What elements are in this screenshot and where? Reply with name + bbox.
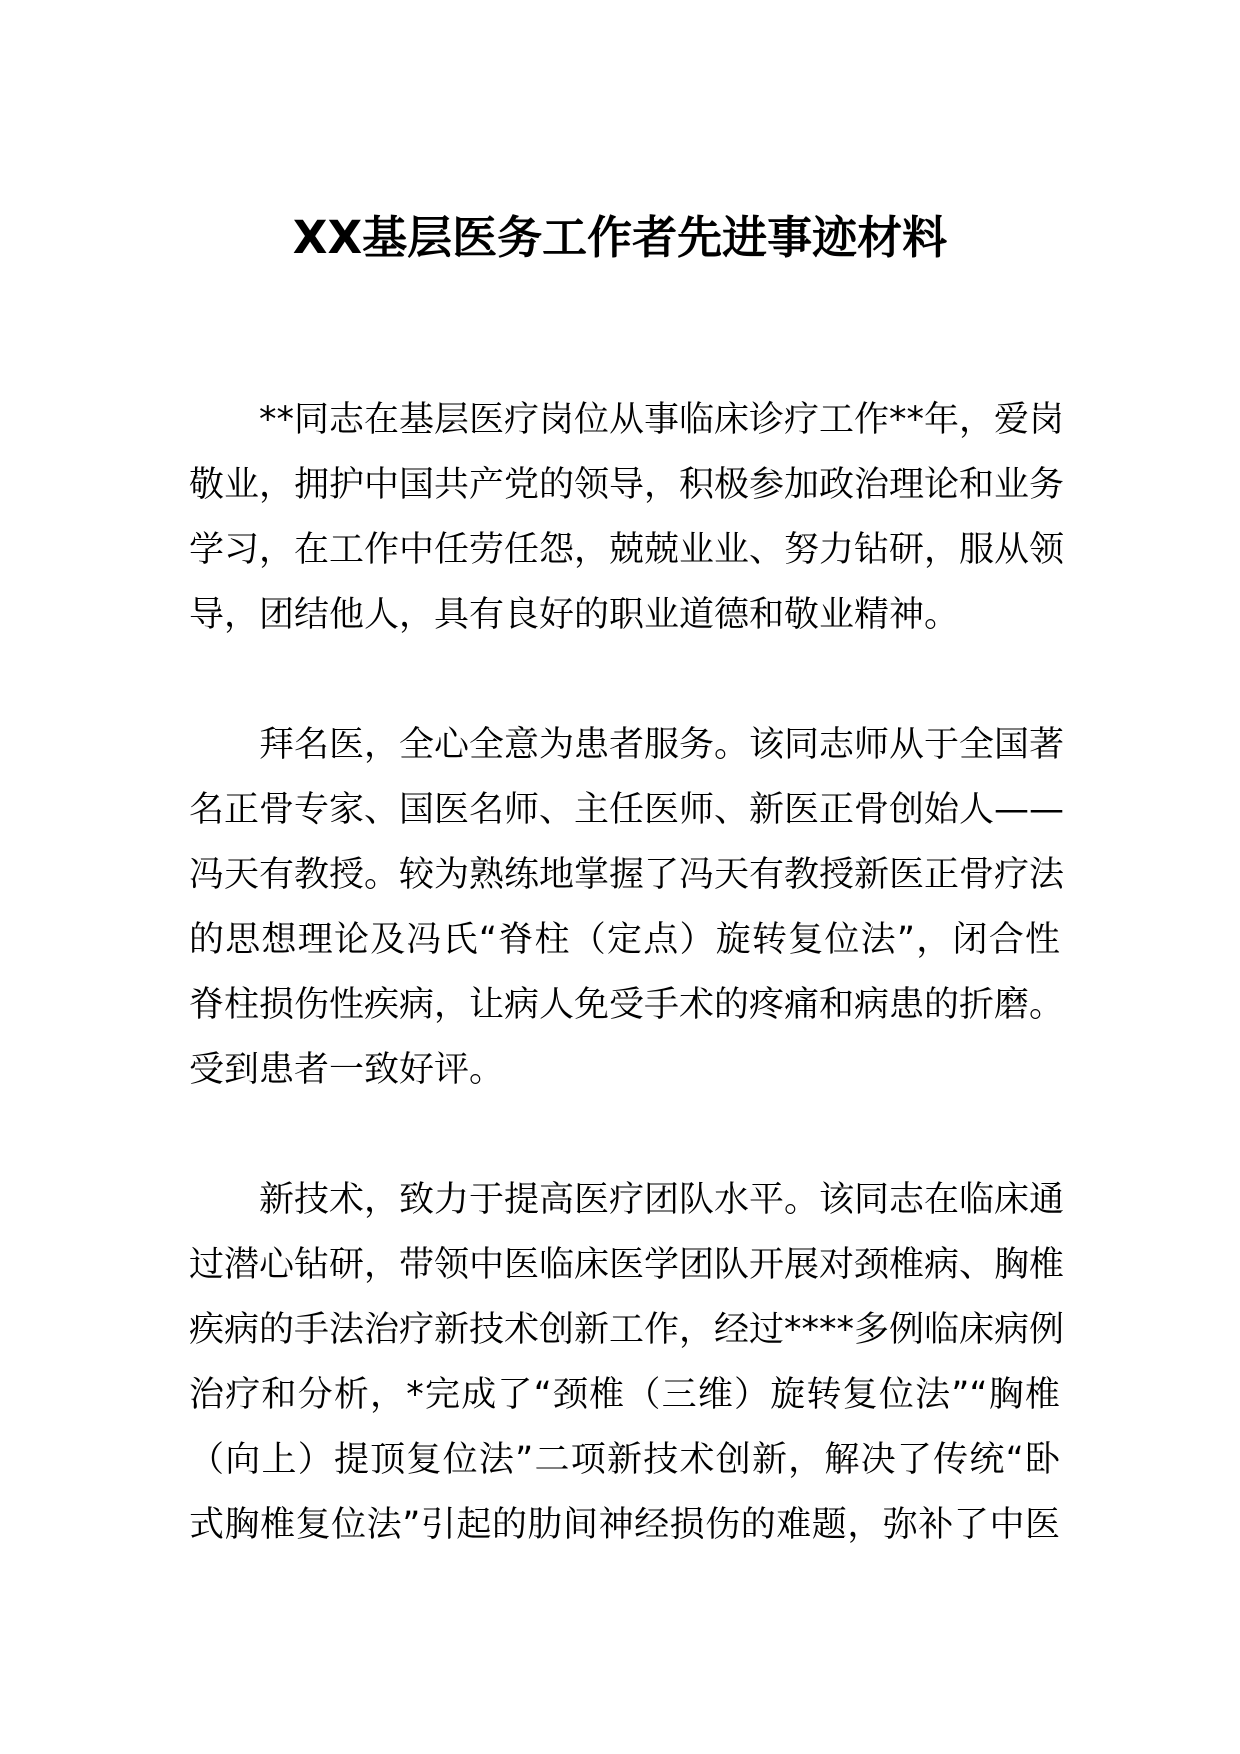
text-line: 拜名医，全心全意为患者服务。该同志师从于全国著 <box>259 725 1065 765</box>
text-line: （向上）提顶复位法”二项新技术创新，解决了传统“卧 <box>189 1440 1060 1480</box>
paragraph-3 <box>189 1168 1065 1558</box>
text-line: 疾病的手法治疗新技术创新工作，经过****多例临床病例 <box>189 1310 1065 1350</box>
text-line: 的思想理论及冯氏“脊柱（定点）旋转复位法”，闭合性 <box>189 920 1060 960</box>
text-line: 脊柱损伤性疾病，让病人免受手术的疼痛和病患的折磨。 <box>189 985 1065 1025</box>
text-line: 冯天有教授。较为熟练地掌握了冯天有教授新医正骨疗法 <box>189 855 1065 895</box>
document-title: XX基层医务工作者先进事迹材料 <box>292 211 948 264</box>
text-line: 过潜心钻研，带领中医临床医学团队开展对颈椎病、胸椎 <box>189 1245 1065 1285</box>
text-line: 受到患者一致好评。 <box>189 1050 505 1090</box>
document-body <box>189 388 1065 1623</box>
paragraph-1 <box>189 388 1065 648</box>
text-line: 新技术，致力于提高医疗团队水平。该同志在临床通 <box>259 1180 1065 1220</box>
text-line: **同志在基层医疗岗位从事临床诊疗工作**年，爱岗 <box>259 400 1065 440</box>
text-line: 治疗和分析，*完成了“颈椎（三维）旋转复位法”“胸椎 <box>189 1375 1060 1415</box>
text-line: 导，团结他人，具有良好的职业道德和敬业精神。 <box>189 595 960 635</box>
text-line: 名正骨专家、国医名师、主任医师、新医正骨创始人—— <box>189 790 1065 830</box>
text-line: 式胸椎复位法”引起的肋间神经损伤的难题，弥补了中医 <box>189 1505 1060 1545</box>
text-line: 敬业，拥护中国共产党的领导，积极参加政治理论和业务 <box>189 465 1065 505</box>
text-line: 学习，在工作中任劳任怨，兢兢业业、努力钻研，服从领 <box>189 530 1065 570</box>
paragraph-2 <box>189 713 1065 1103</box>
